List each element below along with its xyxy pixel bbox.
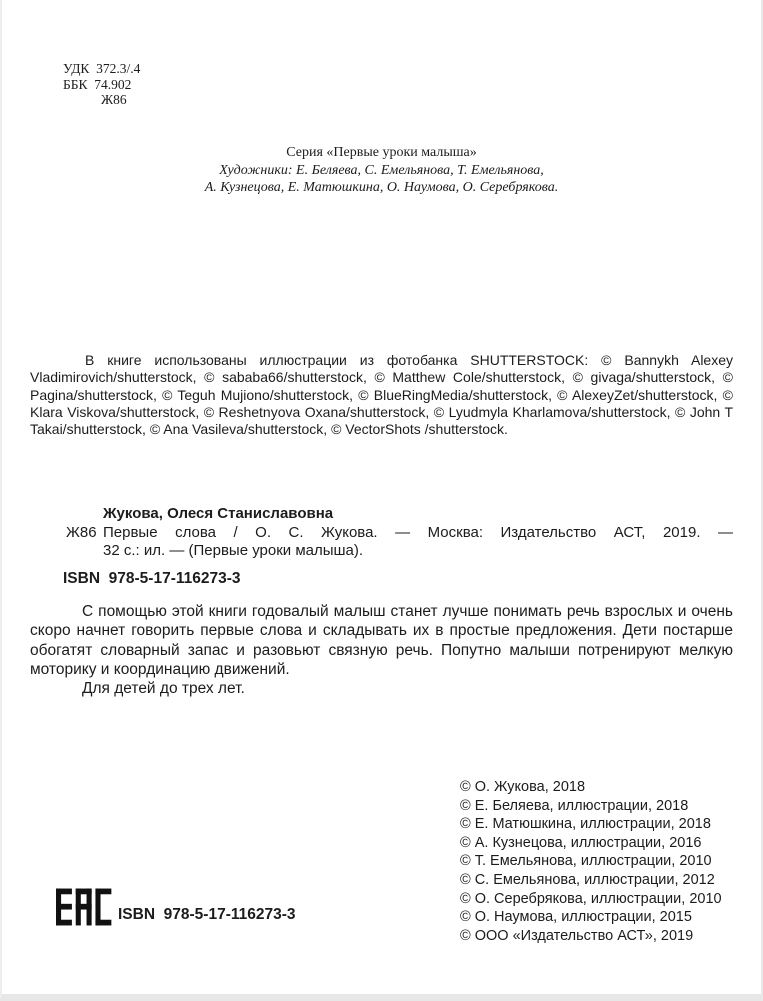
series-block: [0, 144, 763, 197]
annotation-block: [30, 602, 733, 698]
isbn-bottom: ISBN 978-5-17-116273-3: [118, 906, 296, 923]
illustration-credits-paragraph: В книге использованы иллюстрации из фотобанка SHUTTERSTOCK: © Bannykh Alexey Vladimirovich/shutterstock, © sababa66/shutterstock, © Matthew Cole/shutterstock, © givaga/shutterstock, © Pagina/shutterstock, © Teguh Mujiono/shutterstock, © BlueRingMedia/shutterstock, © AlexeyZet/shutterstock, © Klara Viskova/shutterstock, © Reshetnyova Oxana/shutterstock, © Lyudmyla Kharlamova/shutterstock, © John T Takai/shutterstock, © Ana Vasileva/shutterstock, © VectorShots /shutterstock.: [30, 352, 733, 438]
author-heading: Жукова, Олеся Станиславовна: [103, 505, 334, 522]
age-note: Для детей до трех лет.: [82, 680, 245, 698]
catalog-entry-line-2: 32 с.: ил. — (Первые уроки малыша).: [103, 542, 364, 559]
bbk-line: ББК 74.902: [63, 76, 132, 92]
isbn-main: ISBN 978-5-17-116273-3: [63, 570, 241, 587]
copyright-line: © О. Жукова, 2018: [460, 779, 586, 795]
copyright-line: © Е. Беляева, иллюстрации, 2018: [460, 797, 689, 814]
series-title: Серия «Первые уроки малыша»: [286, 145, 477, 160]
catalog-entry-line-1: Первые слова / О. С. Жукова. — Москва: Издательство АСТ, 2019. —: [103, 524, 733, 541]
copyright-line: © Т. Емельянова, иллюстрации, 2010: [460, 853, 712, 870]
catalog-code: Ж86: [66, 524, 97, 541]
artists-line-1: Художники: Е. Беляева, С. Емельянова, Т. Емельянова,: [219, 162, 544, 178]
udk-line: УДК 372.3/.4: [63, 61, 141, 76]
copyright-line: © С. Емельянова, иллюстрации, 2012: [460, 871, 715, 888]
copyright-line: © ООО «Издательство АСТ», 2019: [460, 927, 694, 944]
classification-block: [63, 61, 140, 108]
eac-conformity-mark-icon: [56, 884, 112, 930]
annotation-paragraph: С помощью этой книги годовалый малыш станет лучше понимать речь взрослых и очень скоро начнет говорить первые слова и складывать их в простые предложения. Дети постарше обогатят словарный запас и разовьют связную речь. Попутно малыши потренируют мелкую моторику и координацию движений.: [30, 603, 733, 678]
copyright-line: © А. Кузнецова, иллюстрации, 2016: [460, 834, 702, 851]
artists-line-2: А. Кузнецова, Е. Матюшкина, О. Наумова, О. Серебрякова.: [204, 180, 559, 196]
copyright-line: © Е. Матюшкина, иллюстрации, 2018: [460, 816, 711, 833]
copyright-line: © О. Наумова, иллюстрации, 2015: [460, 909, 692, 926]
copyright-line: © О. Серебрякова, иллюстрации, 2010: [460, 890, 722, 907]
author-sign-line: Ж86: [101, 92, 127, 108]
copyright-list: [460, 778, 722, 945]
